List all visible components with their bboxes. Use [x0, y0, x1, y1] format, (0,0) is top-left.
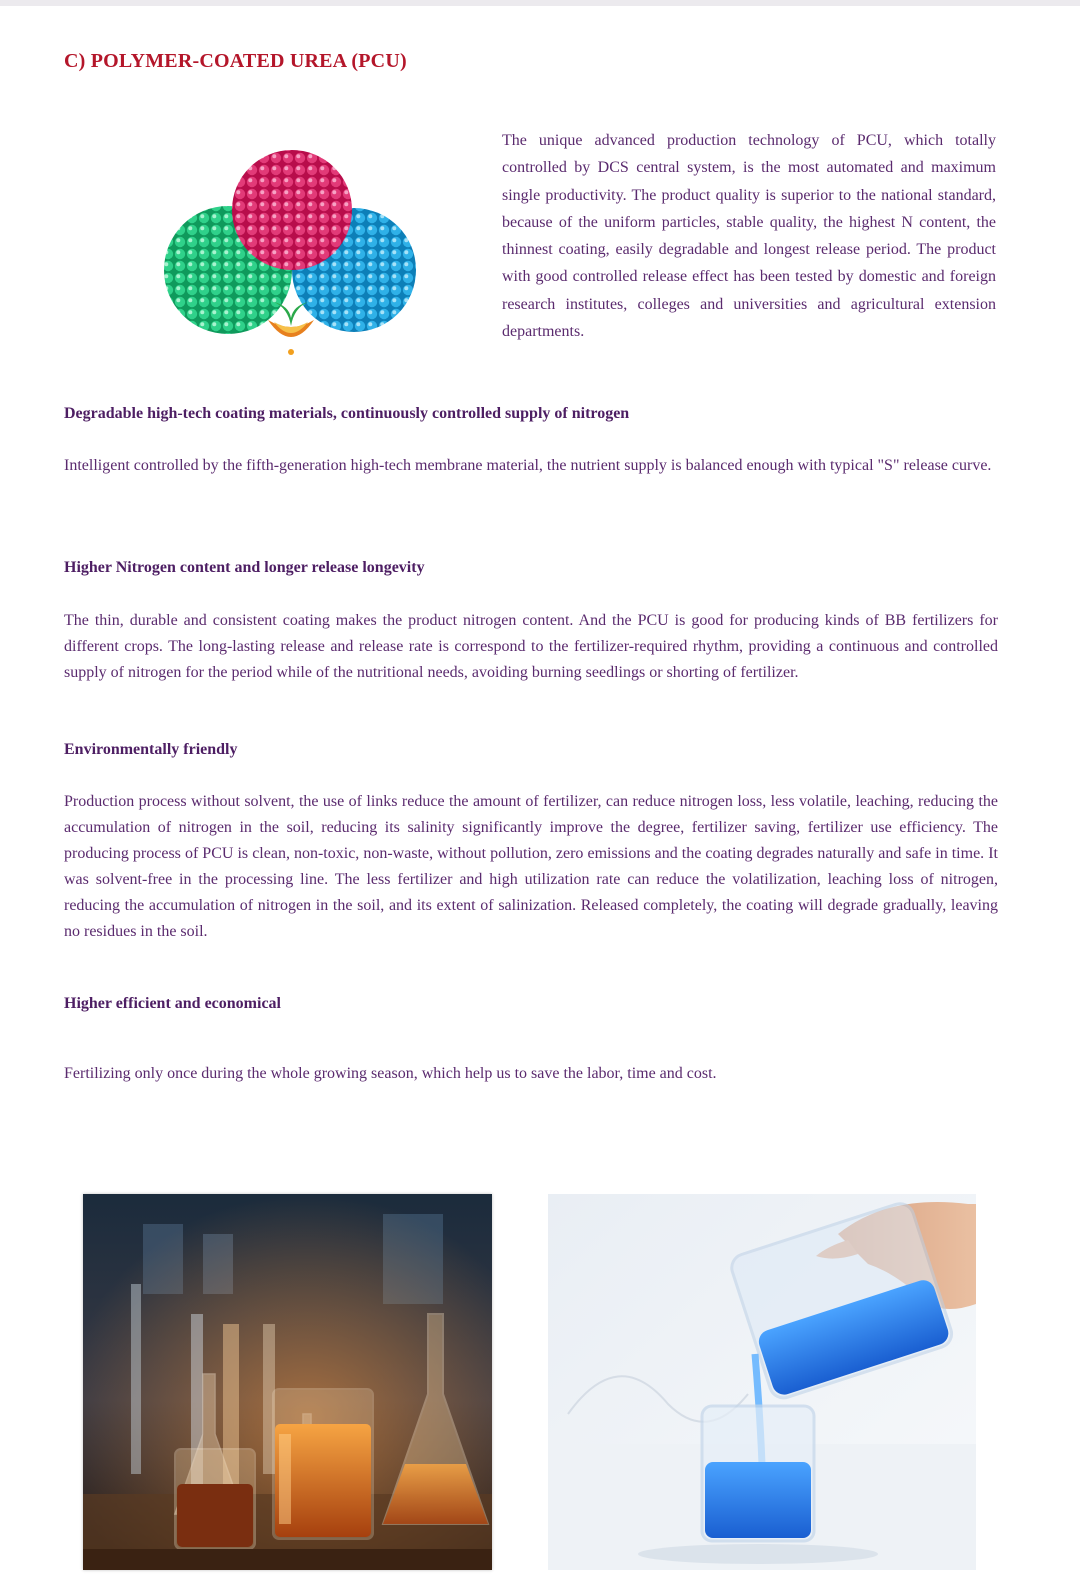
feature-body-nitrogen: The thin, durable and consistent coating makes the product nitrogen content. And the PCU is good for producing kinds of BB fertilizers for different crops. The long-lasting release and release rate is correspond to the fertilizer-required rhythm, providing a continuous and controlled supply of nitrogen for the period while of the nutritional needs, avoiding burning seedlings or shorting of fertilizer. — [64, 612, 998, 681]
feature-body-economical: Fertilizing only once during the whole growing season, which help us to save the labor, time and cost. — [64, 1065, 717, 1082]
section-title: C) POLYMER-COATED UREA (PCU) — [64, 50, 407, 72]
feature-body-environment: Production process without solvent, the use of links reduce the amount of fertilizer, can reduce nitrogen loss, less volatile, leaching, reducing the accumulation of nitrogen in the soil, reducing its salinity significantly improve the degree, fertilizer saving, fertilizer use efficiency. The producing process of PCU is clean, non-toxic, non-waste, without pollution, zero emissions and the coating degrades naturally and safe in time. It was solvent-free in the processing line. The less fertilizer and high utilization rate can reduce the volatilization, leaching loss of nitrogen, reducing the accumulation of nitrogen in the soil, and its extent of salinization. Released completely, the coating will degrade gradually, leaving no residues in the soil. — [64, 793, 998, 940]
feature-body-degradable: Intelligent controlled by the fifth-generation high-tech membrane material, the nutrient supply is balanced enough with typical "S" release curve. — [64, 457, 992, 474]
pcu-granules-logo-icon — [150, 140, 430, 370]
laboratory-flasks-photo — [83, 1194, 492, 1570]
top-bar — [0, 0, 1080, 6]
pouring-beaker-photo — [548, 1194, 976, 1570]
laboratory-flasks-icon — [83, 1194, 492, 1570]
feature-heading-nitrogen: Higher Nitrogen content and longer release longevity — [64, 559, 425, 576]
feature-heading-degradable: Degradable high-tech coating materials, continuously controlled supply of nitrogen — [64, 405, 630, 422]
pcu-granules-image — [150, 140, 430, 370]
pouring-beaker-icon — [548, 1194, 976, 1570]
feature-heading-environment: Environmentally friendly — [64, 741, 238, 758]
intro-text: The unique advanced production technology of PCU, which totally controlled by DCS central system, is the most automated and maximum single productivity. The product quality is superior to the national standard, because of the uniform particles, stable quality, the highest N content, the thinnest coating, easily degradable and longest release period. The product with good controlled release effect has been tested by domestic and foreign research institutes, colleges and universities and agricultural extension departments. — [502, 132, 996, 341]
feature-heading-economical: Higher efficient and economical — [64, 995, 281, 1012]
